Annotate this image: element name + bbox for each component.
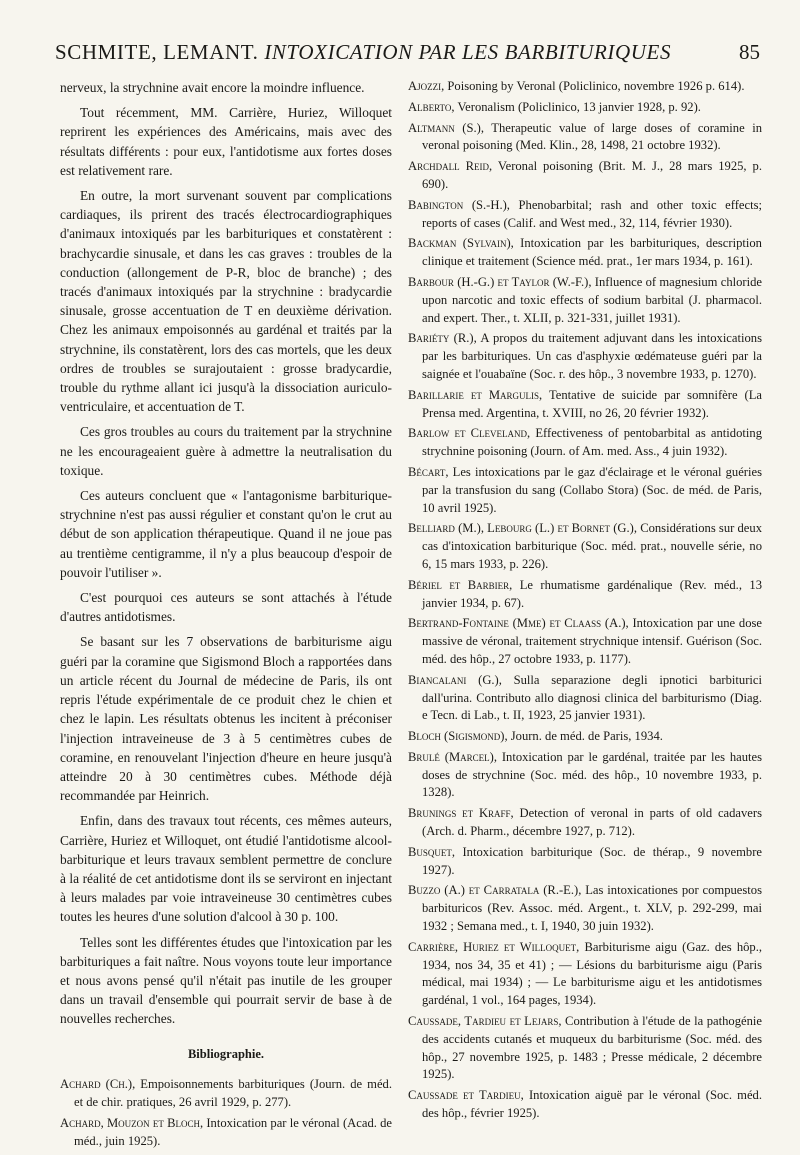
- paragraph: Telles sont les différentes études que l'intoxication par les barbituriques a fait naître. Nous voyons toute leur importance et nous avons pensé qu'il n'était pas inutile de les grouper dans un travail d'ensemble qui pourrait servir de base à de nouvelles recherches.: [60, 934, 392, 1027]
- paragraph: Ces auteurs concluent que « l'antagonisme barbiturique-strychnine n'est pas aussi régulier et constant qu'on le crut au début de son application thérapeutique. Quand il ne joue pas au trentième centigramme, il n'y a plus beaucoup d'espoir de pouvoir l'utiliser ».: [60, 488, 392, 580]
- entry-author: Barbour (H.-G.) et Taylor (W.-F.),: [408, 274, 592, 289]
- right-column: [408, 78, 762, 1126]
- header-title: INTOXICATION PAR LES BARBITURIQUES: [264, 40, 672, 64]
- bibliography-entry: [408, 749, 762, 802]
- entry-author: Brunings et Kraff,: [408, 806, 514, 821]
- entry-text: Le rhumatisme gardénalique (Rev. méd., 13 janvier 1934, p. 67).: [422, 577, 762, 610]
- bibliography-entry: [408, 882, 762, 935]
- entry-author: Babington (S.-H.),: [408, 197, 510, 212]
- entry-text: Poisoning by Veronal (Policlinico, novembre 1926 p. 614).: [444, 79, 745, 93]
- bibliography-entry: [408, 78, 762, 96]
- entry-author: Backman (Sylvain),: [408, 236, 514, 251]
- bibliography-heading: Bibliographie.: [187, 1046, 265, 1061]
- entry-author: Bécart,: [408, 464, 449, 479]
- entry-text: Empoisonnements barbituriques (Journ. de méd. et de chir. pratiques, 26 avril 1929, p. 277).: [74, 1076, 392, 1109]
- paragraph: C'est pourquoi ces auteurs se sont attachés à l'étude d'autres antidotismes.: [60, 590, 392, 625]
- entry-author: Barlow et Cleveland,: [408, 426, 531, 441]
- bibliography-entry: [408, 235, 762, 271]
- bibliography-entry: [408, 844, 762, 880]
- paragraph: Enfin, dans des travaux tout récents, ces mêmes auteurs, Carrière, Huriez et Willoquet, ont étudié l'antidotisme alcool-barbiturique et leurs travaux semblent permettre de conclure à la réalité de cet antidotisme dont ils se serviront en injectant à leurs malades par voie intraveineuse 30 centimètres cubes toutes les heures d'une solution d'alcool à 30 p. 100.: [60, 813, 392, 925]
- entry-text: Journ. de méd. de Paris, 1934.: [507, 729, 663, 744]
- paragraph: Ces gros troubles au cours du traitement par la strychnine ne les encourageaient guère à admettre la neutralisation du toxique.: [60, 424, 392, 478]
- entry-text: Detection of veronal in parts of old cadavers (Arch. d. Pharm., décembre 1927, p. 712).: [422, 806, 762, 839]
- paragraph: Tout récemment, MM. Carrière, Huriez, Willoquet reprirent les expériences des Américains, mais avec des résultats différents : pour eux, l'antidotisme aux fortes doses est relativement rare.: [60, 105, 392, 178]
- bibliography-entry: [408, 387, 762, 423]
- running-title: [55, 40, 671, 65]
- bibliography-entry: [408, 615, 762, 668]
- entry-text: Intoxication barbiturique (Soc. de thérap., 9 novembre 1927).: [422, 844, 762, 877]
- entry-author: Alberto,: [408, 99, 455, 114]
- entry-author: Bariéty (R.),: [408, 331, 477, 346]
- entry-text: Las intoxicationes por compuestos barbituricos (Rev. Assoc. méd. Argent., t. XLV, p. 292-299, mai 1932 ; Semana med., t. I, 1940, 30 juin 1932).: [422, 883, 762, 934]
- header-authors: SCHMITE, LEMANT.: [55, 40, 259, 64]
- entry-text: Veronal poisoning (Brit. M. J., 28 mars 1925, p. 690).: [422, 159, 762, 191]
- bibliography-entry: [408, 939, 762, 1010]
- entry-author: Carrière, Huriez et Willoquet,: [408, 939, 580, 954]
- entry-author: Achard (Ch.),: [60, 1076, 136, 1091]
- bibliography-entry: [408, 577, 762, 613]
- entry-text: Phenobarbital; rash and other toxic effects; reports of cases (Calif. and West med., 32, 114, février 1930).: [422, 197, 762, 230]
- entry-author: Ajozzi,: [408, 79, 445, 93]
- paragraph: Se basant sur les 7 observations de barbiturisme aigu guéri par la coramine que Sigismond Bloch a rapportées dans un article récent du Journal de médecine de Paris, ils ont repris l'étude expérimentale de ce produit chez le chien et chez le lapin. Les résultats obtenus les incitent à préconiser l'injection intraveineuse de 3 à 5 centimètres cubes de coramine, en renouvelant l'injection d'heure en heure jusqu'à atteindre 20 à 30 centimètres cubes. Méthode déjà recommandée par Heinrich.: [60, 634, 392, 804]
- bibliography-entry: [408, 425, 762, 461]
- entry-author: Archdall Reid,: [408, 159, 493, 174]
- entry-text: Intoxication par le véronal (Acad. de méd., juin 1925).: [74, 1116, 392, 1149]
- entry-author: Barillarie et Margulis,: [408, 387, 543, 402]
- bibliography-entry: [408, 672, 762, 725]
- bibliography-entry: [60, 1076, 392, 1112]
- bibliography-entry: [408, 197, 762, 233]
- entry-author: Caussade et Tardieu,: [408, 1088, 524, 1103]
- entry-text: Influence of magnesium chloride upon narcotic and toxic effects of sodium barbital (J. pharmacol. and expert. Ther., t. XLII, p. 321-331, juillet 1931).: [422, 274, 762, 325]
- entry-text: Veronalism (Policlinico, 13 janvier 1928, p. 92).: [454, 99, 701, 114]
- entry-text: Sulla separazione degli ipnotici barbiturici dall'urina. Contributo allo diagnosi clinica del barbiturismo (Diag. e Tecn. di Lab., t. II, 1923, 25 janvier 1931).: [422, 672, 762, 723]
- bibliography-entry: [408, 520, 762, 573]
- entry-text: Intoxication par une dose massive de véronal, traitement strychnique intensif. Guérison (Soc. méd. des hôp., 27 octobre 1933, p. 1177).: [422, 616, 763, 666]
- bibliography-entry: [408, 120, 762, 156]
- entry-text: Intoxication aiguë par le véronal (Soc. méd. des hôp., février 1925).: [422, 1088, 762, 1121]
- paragraph: nerveux, la strychnine avait encore la moindre influence.: [60, 80, 365, 95]
- bibliography-entry: [408, 1013, 762, 1084]
- entry-text: Intoxication par le gardénal, traitée par les hautes doses de strychnine (Soc. méd. des hôp., 10 novembre 1933, p. 1328).: [422, 749, 762, 800]
- entry-author: Busquet,: [408, 844, 456, 859]
- running-header: [55, 40, 760, 74]
- entry-author: Caussade, Tardieu et Lejars,: [408, 1014, 562, 1029]
- entry-author: Buzzo (A.) et Carratala (R.-E.),: [408, 883, 582, 898]
- bibliography-entry: [408, 330, 762, 383]
- entry-author: Bériel et Barbier,: [408, 577, 513, 592]
- bibliography-entry: [408, 99, 762, 117]
- bibliography-entry: [408, 728, 762, 746]
- entry-text: Les intoxications par le gaz d'éclairage et le véronal guéries par la transfusion du sang (Collabo Stora) (Soc. de méd. de Paris, 10 avril 1925).: [422, 464, 762, 515]
- entry-author: Achard, Mouzon et Bloch,: [60, 1116, 204, 1131]
- entry-text: Considérations sur deux cas d'intoxication barbiturique (Soc. méd. prat., nouvelle série, no 6, 15 mars 1933, p. 226).: [422, 521, 762, 571]
- entry-text: A propos du traitement adjuvant dans les intoxications par les barbituriques. Un cas d'asphyxie œdémateuse guéri par la saignée et l'ouabaïne (Soc. r. des hôp., 3 novembre 1933, p. 1270).: [422, 331, 762, 381]
- bibliography-entry: [408, 464, 762, 517]
- entry-author: Brulé (Marcel),: [408, 749, 497, 764]
- bibliography-entry: [408, 805, 762, 841]
- bibliography-entry: [408, 1087, 762, 1123]
- left-column: [60, 78, 392, 1155]
- entry-text: Contribution à l'étude de la pathogénie des accidents cutanés et muqueux du barbiturisme (Soc. méd. des hôp., 27 novembre 1925, p. 1483 ; Presse médicale, 2 décembre 1925).: [422, 1014, 762, 1082]
- entry-text: Therapeutic value of large doses of coramine in veronal poisoning (Med. Klin., 28, 1498, 21 octobre 1932).: [422, 120, 763, 153]
- bibliography-entry: [408, 274, 762, 327]
- entry-author: Biancalani (G.),: [408, 672, 502, 687]
- bibliography-entry: [408, 158, 762, 194]
- entry-text: Tentative de suicide par somnifère (La Prensa med. Argentina, t. XVIII, no 26, 20 février 1932).: [422, 387, 762, 420]
- entry-author: Bloch (Sigismond),: [408, 729, 508, 744]
- paragraph: En outre, la mort survenant souvent par complications cardiaques, ils prirent des tracés électrocardiographiques d'animaux intoxiqués par les barbituriques et constatèrent : brachycardie sinusale, et dans les cas graves : troubles de la conduction (allongement de P-R, bloc de branche) ; des tracés d'animaux intoxiqués par la strychnine : bradycardie sinusale, grosse accentuation de T en deuxième dérivation. Chez les animaux empoisonnés au gardénal et traités par la strychnine, ils constatèrent, lors des cas mortels, que les deux ordres de troubles se surajoutaient : grosse bradycardie, trouble du rythme allant ici jusqu'à la dissociation auriculo-ventriculaire, et accentuation de T.: [60, 188, 392, 415]
- entry-text: Effectiveness of pentobarbital as antidoting strychnine poisoning (Journ. of Am. med. Ass., 4 juin 1932).: [422, 426, 762, 459]
- entry-author: Altmann (S.),: [408, 120, 484, 135]
- entry-text: Barbiturisme aigu (Gaz. des hôp., 1934, nos 34, 35 et 41) ; — Lésions du barbiturisme aigu (Paris médical, mai 1934) ; — Le barbiturisme aigu et les antidotismes gardénal, 1 vol., 164 pages, 1934).: [422, 939, 763, 1008]
- entry-text: Intoxication par les barbituriques, description clinique et traitement (Science méd. prat., 1er mars 1934, p. 161).: [422, 236, 762, 269]
- entry-author: Belliard (M.), Lebourg (L.) et Bornet (G.),: [408, 521, 637, 536]
- entry-author: Bertrand-Fontaine (Mme) et Claass (A.),: [408, 616, 629, 631]
- page-number: 85: [739, 40, 760, 64]
